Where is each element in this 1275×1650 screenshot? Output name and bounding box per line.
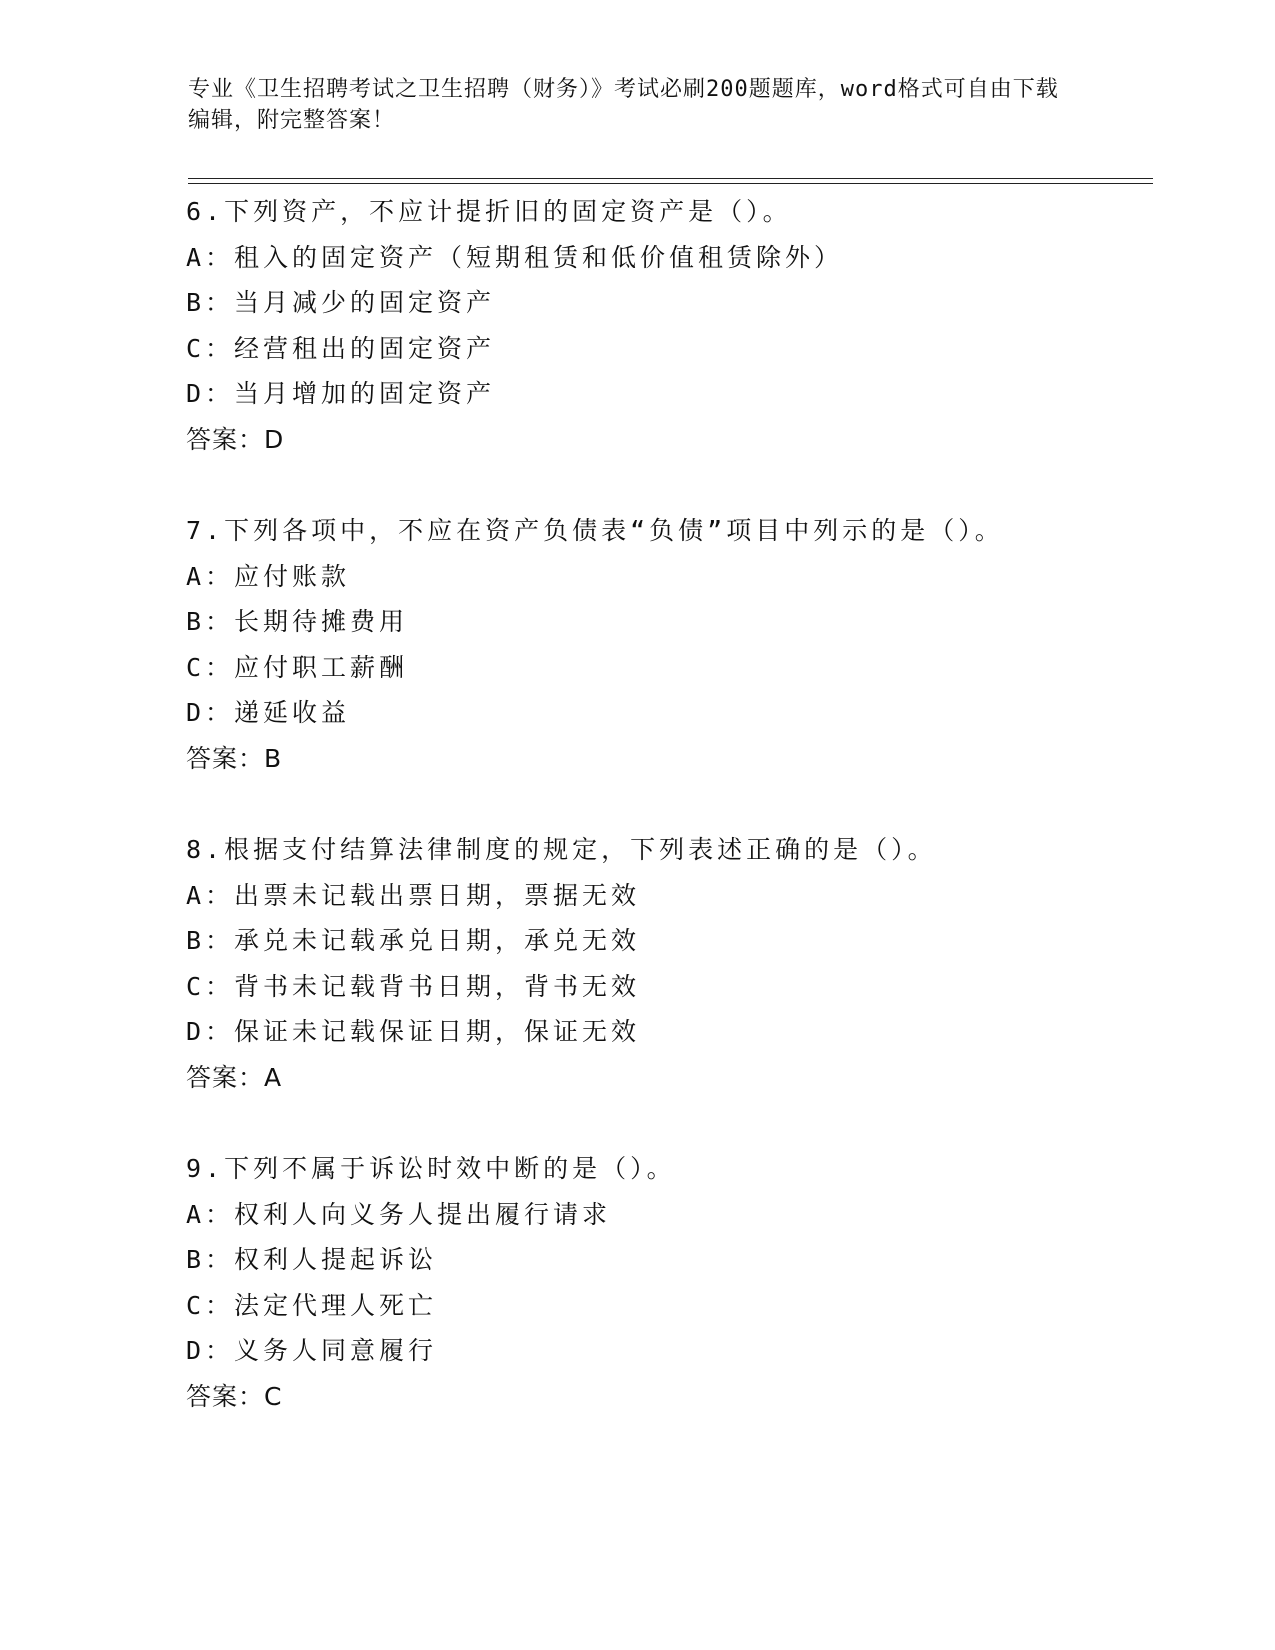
document-header: 专业《卫生招聘考试之卫生招聘（财务）》考试必刷200题题库，word格式可自由下载编辑，附完整答案！ [188,77,1059,133]
option-a: A：权利人向义务人提出履行请求 [186,1199,612,1229]
option-a: A：租入的固定资产（短期租赁和低价值租赁除外） [186,242,844,272]
option-d: D：义务人同意履行 [186,1336,438,1365]
answer-line: 答案：C [186,1381,283,1411]
option-b: B：权利人提起诉讼 [186,1245,438,1274]
question-stem: 7.下列各项中，不应在资产负债表“负债”项目中列示的是（）。 [186,516,1004,545]
header-divider-top [188,178,1153,179]
option-d: D：递延收益 [186,698,351,727]
option-b: B：当月减少的固定资产 [186,288,496,317]
header-divider-bottom [188,183,1153,184]
option-c: C：法定代理人死亡 [186,1290,438,1320]
option-d: D：保证未记载保证日期，保证无效 [186,1017,641,1046]
answer-line: 答案：A [186,1062,283,1092]
option-a: A：应付账款 [186,561,351,591]
option-c: C：经营租出的固定资产 [186,333,496,363]
option-b: B：承兑未记载承兑日期，承兑无效 [186,926,641,955]
question-8 [186,827,1146,1100]
option-c: C：背书未记载背书日期，背书无效 [186,971,641,1001]
answer-line: 答案：B [186,743,283,773]
question-7 [186,508,1146,781]
option-b: B：长期待摊费用 [186,607,409,636]
question-stem: 9.下列不属于诉讼时效中断的是（）。 [186,1154,676,1183]
question-stem: 8.根据支付结算法律制度的规定，下列表述正确的是（）。 [186,835,937,864]
option-a: A：出票未记载出票日期，票据无效 [186,880,641,910]
question-stem: 6.下列资产，不应计提折旧的固定资产是（）。 [186,197,792,226]
question-9 [186,1146,1146,1419]
option-d: D：当月增加的固定资产 [186,379,496,408]
option-c: C：应付职工薪酬 [186,652,409,682]
question-6 [186,189,1146,462]
answer-line: 答案：D [186,424,285,454]
